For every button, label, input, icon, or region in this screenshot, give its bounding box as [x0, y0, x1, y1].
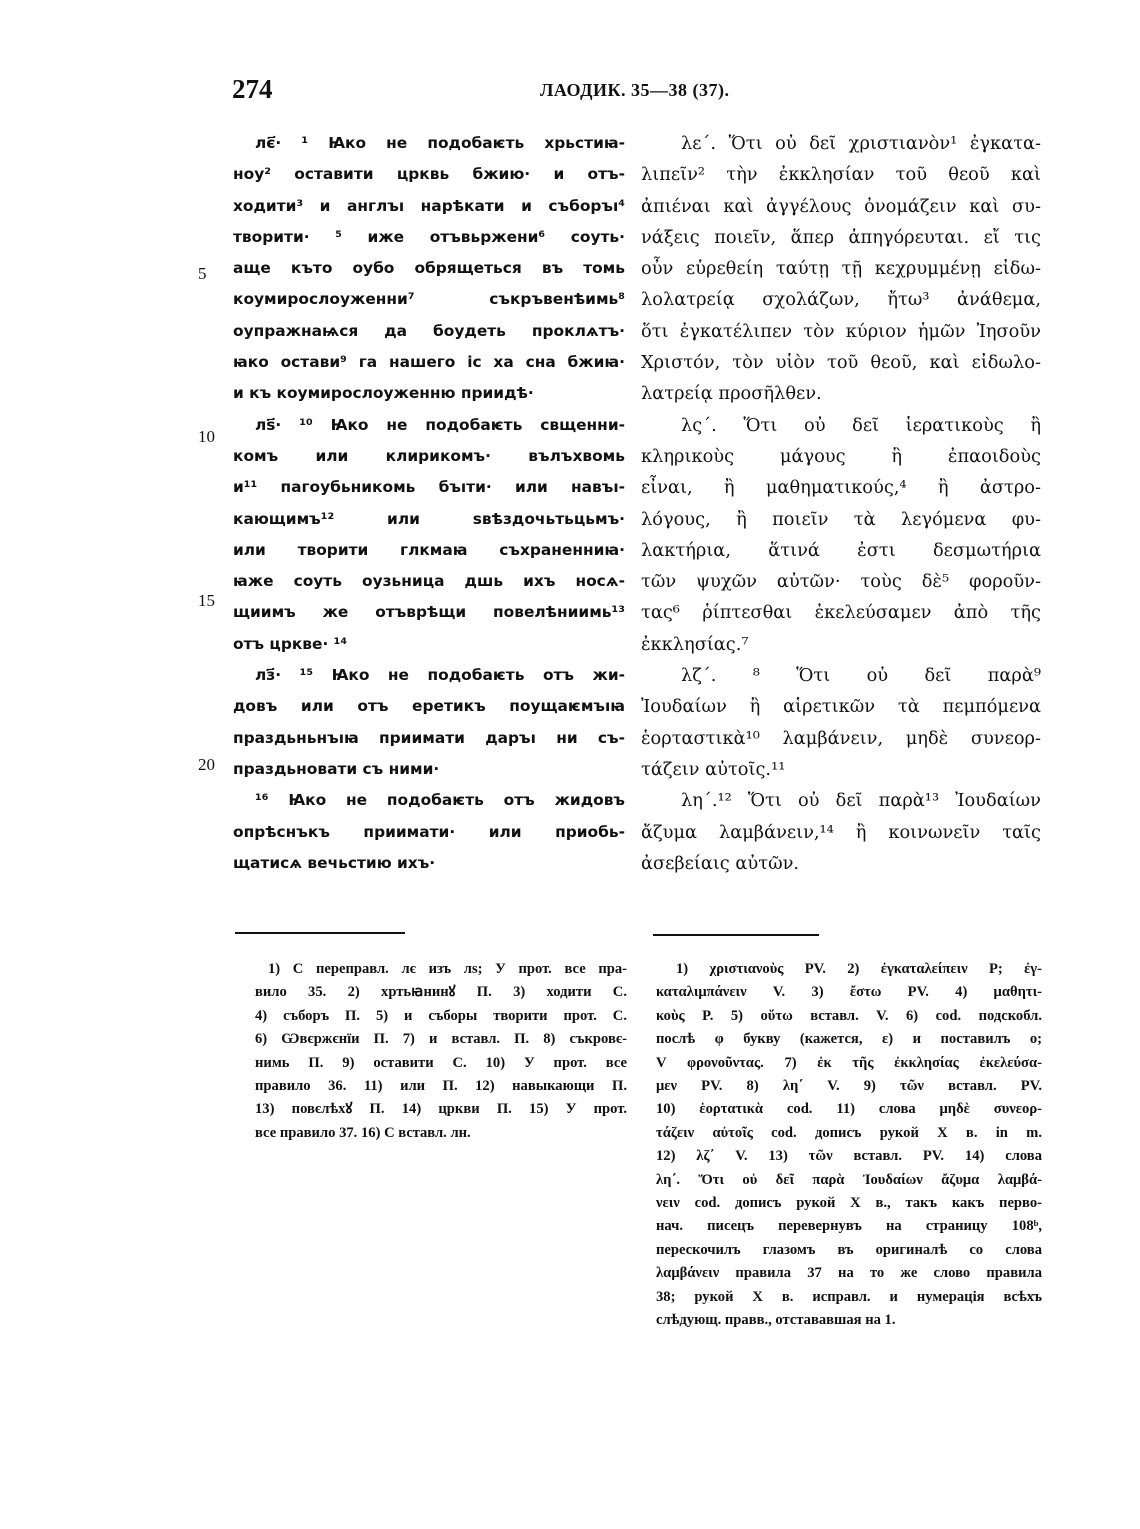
footnote-right-line: слѣдующ. правв., отстававшая на 1. [656, 1312, 896, 1328]
greek-line: κληρικοὺς μάγους ἢ ἐπαοιδοὺς [641, 445, 1041, 467]
footnote-rule-left [235, 932, 405, 934]
slavonic-line: щиимъ же отъврѣщи повелѣниимь¹³ [233, 603, 625, 622]
footnote-right-line: κοὺς P. 5) οὕτω встaвл. V. 6) cod. подскобл. [656, 1007, 1042, 1024]
margin-line-number: 20 [198, 755, 215, 774]
slavonic-line: щатисѧ вечьстию ихъ· [233, 853, 436, 872]
greek-line: ἑορταστικὰ¹⁰ λαμβάνειν, μηδὲ συνεορ- [641, 727, 1041, 749]
page-number: 274 [232, 74, 273, 104]
greek-line: λολατρείᾳ σχολάζων, ἤτω³ ἀνάθεμα, [641, 289, 1041, 311]
slavonic-line: ходити³ и англъı нарѣкати и съборъı⁴ [233, 196, 625, 215]
footnote-right-line: 38; рукой X в. исправл. и нумерація всѣхъ [656, 1288, 1042, 1305]
footnote-right-line: 12) λζ΄ V. 13) τῶν встaвл. PV. 14) слова [656, 1148, 1042, 1165]
footnote-right-line: λαμβάνειν правила 37 на то же слово правила [656, 1265, 1042, 1282]
slavonic-line: праздьновати съ ними· [233, 759, 440, 778]
greek-line: Ἰουδαίων ἢ αἱρετικῶν τὰ πεμπόμενα [641, 696, 1041, 718]
footnote-right-line: перескочилъ глазомъ въ оригиналѣ со слова [656, 1241, 1042, 1258]
footnote-right-line: τάζειν αὐτοῖς cod. дописъ рукой X в. in m. [656, 1124, 1042, 1141]
slavonic-line: довъ или отъ еретикъ поущаѥмъıꙗ [233, 697, 625, 716]
greek-line: λόγους, ἢ ποιεῖν τὰ λεγόμενα φυ- [641, 508, 1041, 530]
slavonic-line: или творити глкмаꙗ съхраненниꙗ· [233, 540, 625, 559]
slavonic-line: и¹¹ пагоубьникомь бъıти· или навъı- [233, 478, 625, 497]
slavonic-line: опрѣснъкъ приимати· или приобь- [233, 822, 625, 841]
greek-line: λατρείᾳ προσῆλθεν. [641, 383, 822, 405]
footnote-right-line: μεν PV. 8) λη΄ V. 9) τῶν встaвл. PV. [656, 1078, 1042, 1094]
footnote-right-line: 10) ἑορτατικὰ cod. 11) слова μηδὲ συνεορ- [656, 1101, 1042, 1118]
slavonic-line: комъ или клирикомъ· вълъхвомь [233, 446, 625, 465]
footnote-left-line: нимь П. 9) оставити С. 10) У прот. все [255, 1054, 627, 1071]
slavonic-line: оупражнаѩся да боудеть проклѧтъ· [233, 321, 625, 340]
greek-line: ἐκκλησίας.⁷ [641, 633, 749, 655]
margin-line-number: 10 [198, 427, 215, 446]
footnote-rule-right [653, 934, 819, 936]
greek-line: λακτήρια, ἅτινά ἐστι δεσμωτήρια [641, 539, 1041, 561]
slavonic-line: отъ цркве· ¹⁴ [233, 634, 348, 653]
slavonic-line: аще къто оубо обрящеться въ томь [233, 259, 625, 278]
greek-line: τας⁶ ῥίπτεσθαι ἐκελεύσαμεν ἀπὸ τῆς [641, 602, 1041, 624]
footnote-right-line: нач. писецъ перевернувъ на страницу 108ᵇ, [656, 1218, 1042, 1235]
footnote-left-line: 1) С перепрaвл. лє изъ лѕ; У прот. все пра- [268, 961, 627, 977]
footnote-left-line: вило 35. 2) хртьꙗнинꙋ П. 3) ходити С. [255, 984, 627, 1001]
footnote-right-line: 1) χριστιανοὺς PV. 2) ἐγκαταλείπειν P; ἐγ- [676, 961, 1042, 977]
slavonic-line: и къ коумирослоуженню приидѣ· [233, 384, 534, 403]
footnote-left-line: 4) съборъ П. 5) и съборы творити прот. С. [255, 1007, 627, 1024]
footnote-right-line: νειν cod. дописъ рукой X в., такъ какъ перво- [656, 1195, 1042, 1211]
slavonic-line: коумирослоуженни⁷ съкръвенѣимь⁸ [233, 290, 625, 309]
slavonic-line: творити· ⁵ иже отъвьржени⁶ соуть· [233, 227, 625, 246]
greek-line: ἀσεβείαις αὐτῶν. [641, 852, 800, 874]
greek-line: εἶναι, ἢ μαθηματικούς,⁴ ἢ ἀστρο- [641, 477, 1041, 499]
slavonic-line: ноу² оставити црквь бжию· и отъ- [233, 165, 625, 184]
greek-line: τῶν ψυχῶν αὐτῶν· τοὺς δὲ⁵ φοροῦν- [641, 571, 1041, 593]
slavonic-line: ¹⁶ Ꙗко не подобаѥть отъ жидовъ [255, 791, 625, 810]
footnote-right-line: λη΄. Ὅτι οὐ δεῖ παρὰ Ἰουδαίων ἄζυμα λαμβά- [656, 1171, 1042, 1188]
greek-line: ἄζυμα λαμβάνειν,¹⁴ ἢ κοινωνεῖν ταῖς [641, 821, 1041, 843]
footnote-left-line: 13) повєлѣхꙋ П. 14) цркви П. 15) У прот. [255, 1101, 627, 1118]
greek-line: Χριστόν, τὸν υἱὸν τοῦ θεοῦ, καὶ εἰδωλο- [641, 352, 1041, 374]
greek-line: λζ΄. ⁸ Ὅτι οὐ δεῖ παρὰ⁹ [681, 665, 1041, 687]
greek-line: νάξεις ποιεῖν, ἅπερ ἀπηγόρευται. εἴ τις [641, 226, 1041, 248]
greek-text-column [641, 128, 1041, 879]
greek-line: λε΄. Ὅτι οὐ δεῖ χριστιανὸν¹ ἐγκατα- [681, 133, 1041, 154]
footnote-right-line: V φρονοῦντας. 7) ἐκ τῆς ἐκκλησίας ἐκελεύσα- [656, 1054, 1042, 1071]
margin-line-number: 15 [198, 591, 215, 610]
greek-line: λη΄.¹² Ὅτι οὐ δεῖ παρὰ¹³ Ἰουδαίων [681, 790, 1041, 812]
footnote-left-line: правило 36. 11) или П. 12) навыкающи П. [255, 1078, 627, 1094]
footnote-left-line: все правило 37. 16) С встaвл. лн. [255, 1124, 471, 1141]
greek-line: οὖν εὑρεθείη ταύτῃ τῇ κεχρυμμένῃ εἰδω- [641, 258, 1041, 280]
footnote-right-line: послѣ φ букву (кажется, ε) и поставилъ ο; [656, 1031, 1042, 1048]
footnote-left-line: 6) Ѡвєржєнїи П. 7) и встaвл. П. 8) съкровє- [255, 1031, 627, 1048]
slavonic-line: ꙗко остави⁹ га нашего іс ха сна бжиꙗ· [233, 353, 625, 372]
running-head: ЛАОДИК. 35—38 (37). [540, 80, 730, 100]
greek-line: ὅτι ἐγκατέλιπεν τὸν κύριον ἡμῶν Ἰησοῦν [641, 320, 1041, 342]
greek-line: λς΄. Ὅτι οὐ δεῖ ἱερατικοὺς ἢ [681, 414, 1041, 436]
footnote-right-line: καταλιμπάνειν V. 3) ἔστω PV. 4) μαθητι- [656, 984, 1042, 1001]
slavonic-line: кающимъ¹² или ѕвѣздочьтьцьмъ· [233, 509, 625, 528]
greek-line: τάζειν αὐτοῖς.¹¹ [641, 758, 786, 780]
slavonic-text-column [233, 128, 625, 879]
slavonic-line: праздьньнъıꙗ приимати даръı ни съ- [233, 728, 625, 747]
margin-line-number: 5 [198, 264, 207, 283]
slavonic-line: ꙗже соуть оузьница дшь ихъ носѧ- [233, 572, 625, 591]
slavonic-line: лз҃· ¹⁵ Ꙗко не подобаѥть отъ жи- [255, 666, 625, 685]
greek-line: λιπεῖν² τὴν ἐκκλησίαν τοῦ θεοῦ καὶ [641, 164, 1041, 186]
slavonic-line: лѕ҃· ¹⁰ Ꙗко не подобаѥть свщенни- [255, 415, 625, 434]
greek-line: ἀπιέναι καὶ ἀγγέλους ὀνομάζειν καὶ συ- [641, 195, 1041, 217]
slavonic-line: лє҃· ¹ Ꙗко не подобаѥть хрьстиꙗ- [255, 134, 625, 152]
